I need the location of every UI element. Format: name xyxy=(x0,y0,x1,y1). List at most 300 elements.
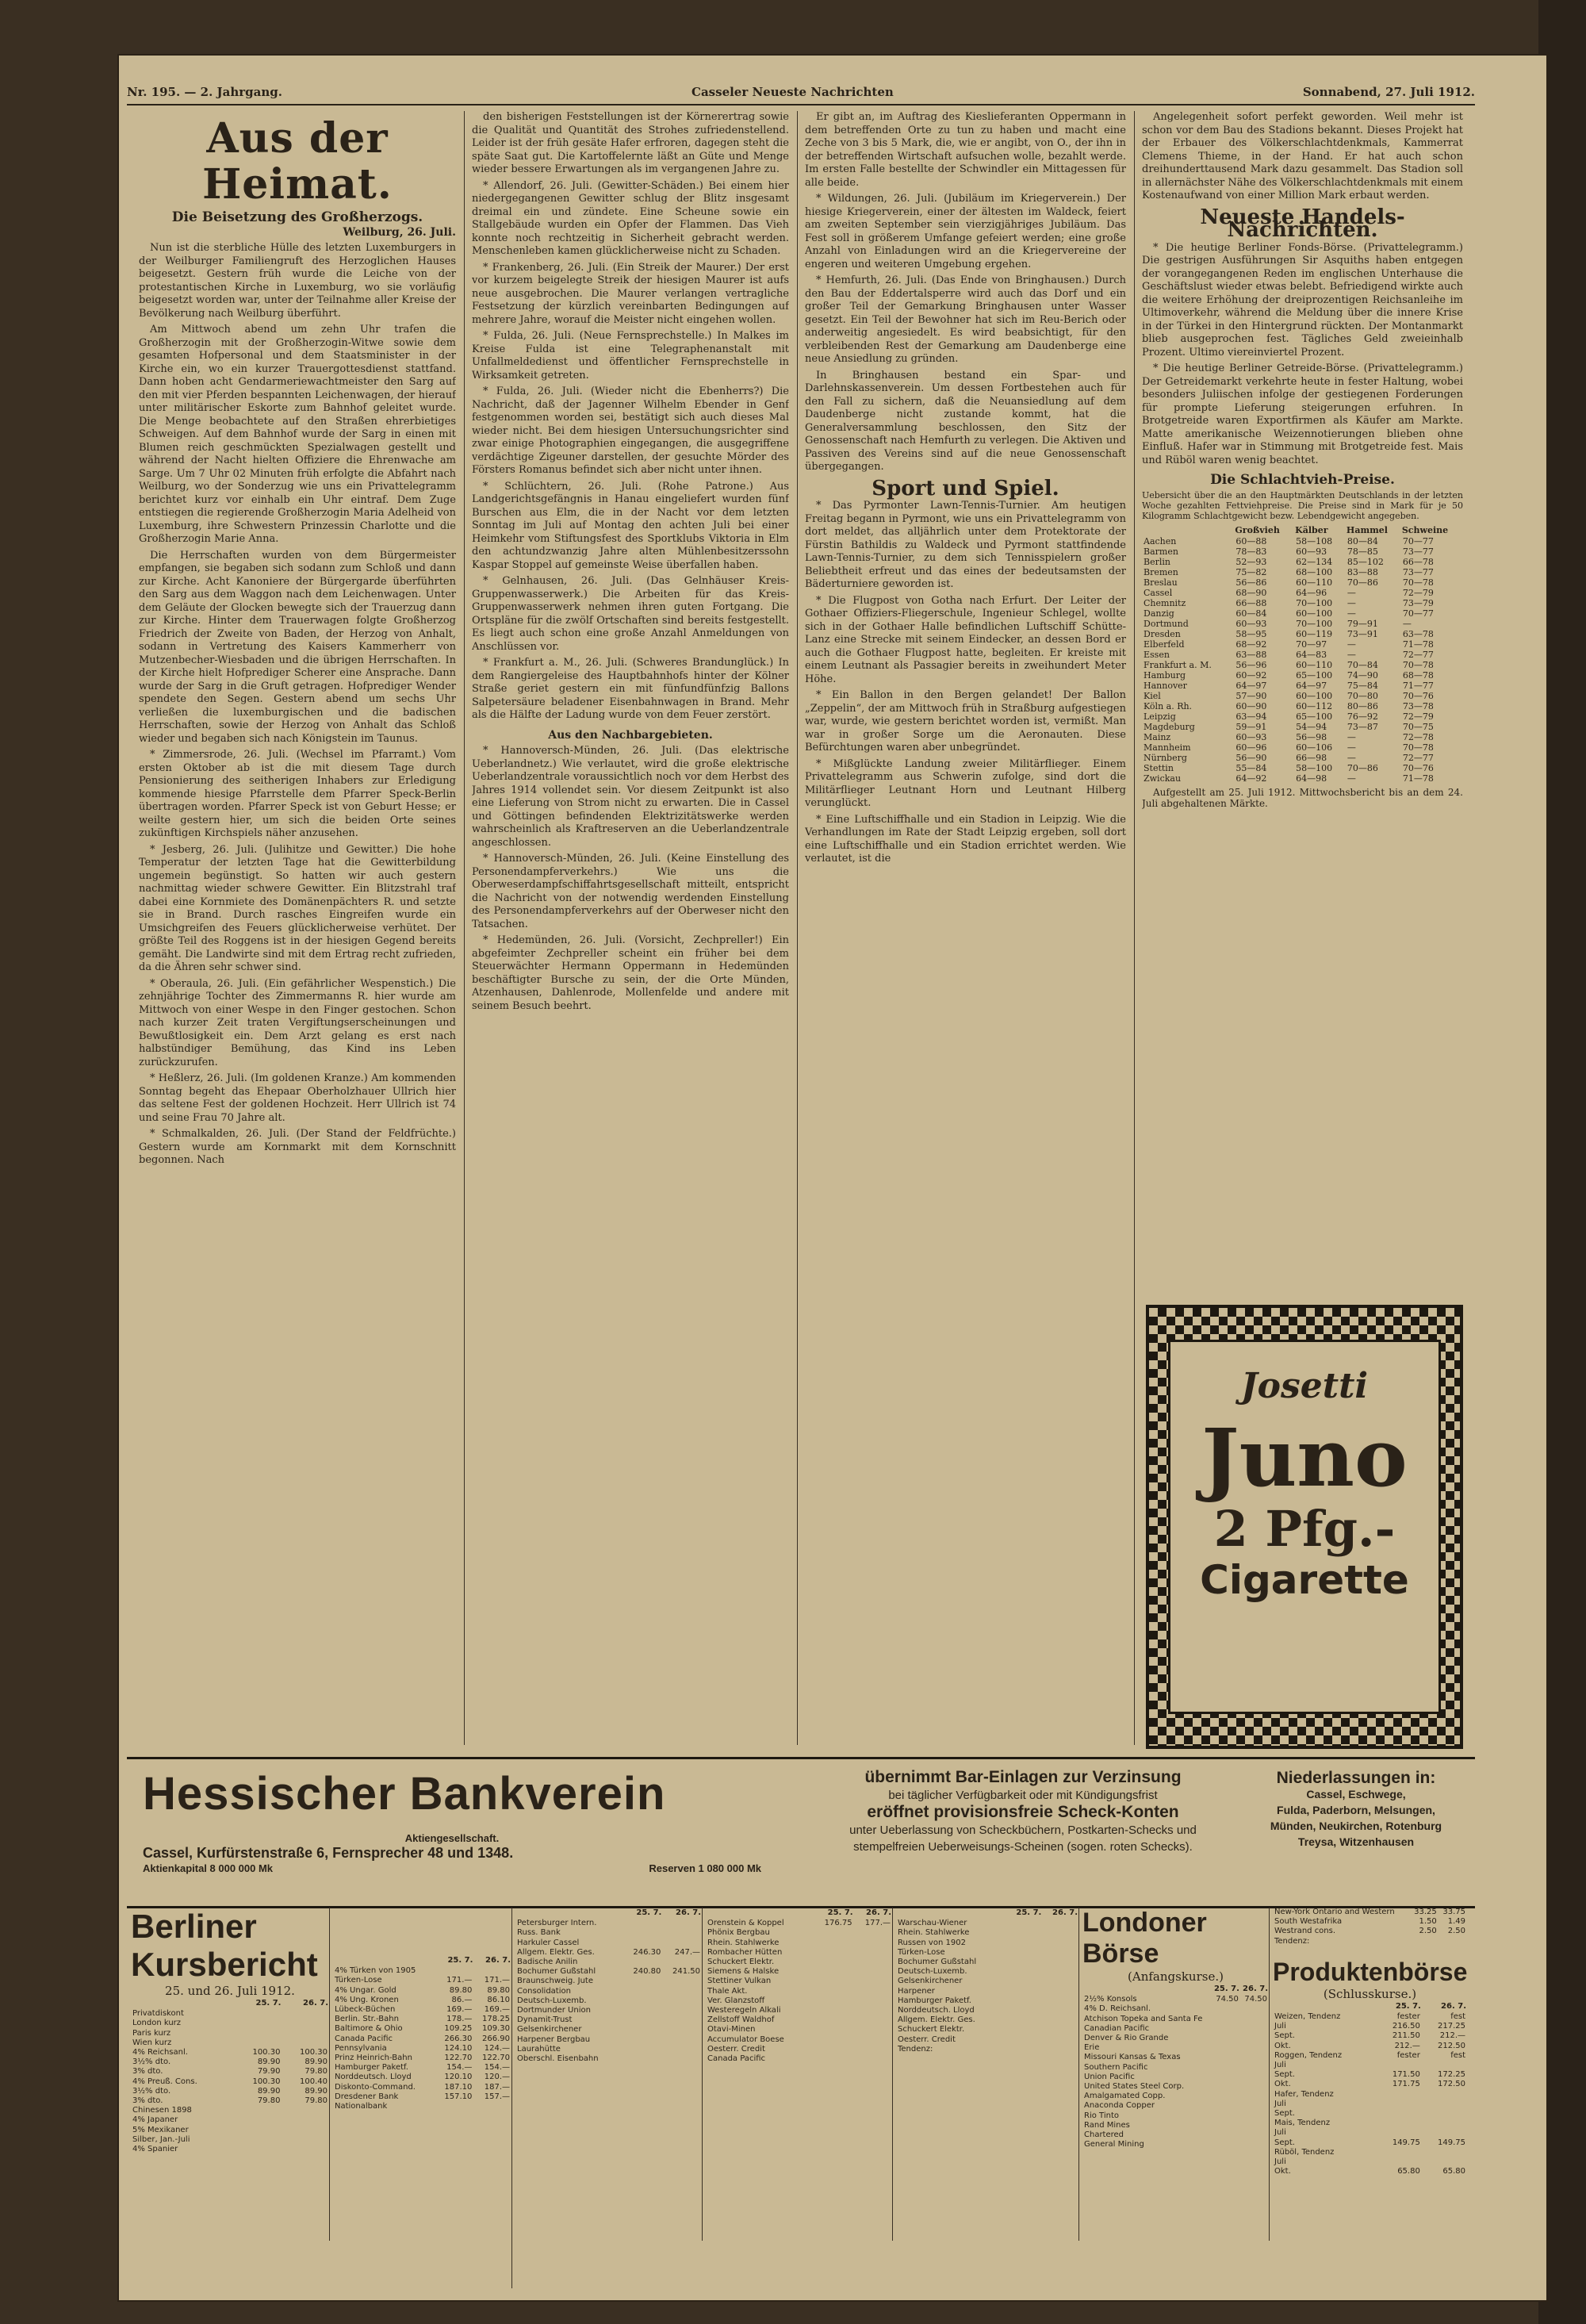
table-row xyxy=(1273,2138,1467,2148)
table-cell: Dortmund xyxy=(1144,618,1189,629)
table-cell: Westrand cons. xyxy=(1274,1927,1336,1936)
table-cell: 70—77 xyxy=(1402,535,1434,546)
table-row xyxy=(1273,2100,1467,2109)
table-row xyxy=(333,2024,511,2034)
table-row xyxy=(1142,753,1463,763)
table-cell xyxy=(1042,2006,1078,2015)
table-cell: — xyxy=(1347,742,1356,753)
table-cell: 171.— xyxy=(484,1976,510,1985)
table-cell: 60—93 xyxy=(1235,618,1267,629)
table-cell: Magdeburg xyxy=(1144,721,1195,732)
kurs-table-a xyxy=(131,1998,329,2154)
table-cell: 56—90 xyxy=(1235,752,1267,763)
table-cell: Chinesen 1898 xyxy=(132,2106,192,2115)
table-cell: 60—93 xyxy=(1235,731,1267,742)
table-cell xyxy=(1042,1987,1078,1996)
table-cell xyxy=(235,2126,282,2135)
table-cell: 73—87 xyxy=(1347,721,1378,732)
table-cell: Thale Akt. xyxy=(707,1986,748,1996)
date-header-cell: 25. 7. xyxy=(447,1956,473,1965)
table-row xyxy=(1273,2061,1467,2070)
date-header-cell xyxy=(1082,1984,1212,1995)
date-header-row xyxy=(706,1908,892,1919)
table-cell: 178.25 xyxy=(482,2015,510,2024)
table-cell: 72—79 xyxy=(1402,711,1434,722)
table-cell: 56—86 xyxy=(1235,577,1267,588)
table-cell: Harpener Bergbau xyxy=(517,2034,591,2044)
table-cell xyxy=(1240,2082,1269,2092)
table-cell xyxy=(813,1948,854,1958)
table-cell: 171.50 xyxy=(1392,2070,1420,2080)
table-row xyxy=(1082,1995,1269,2004)
table-cell: fest xyxy=(1450,2050,1465,2060)
table-row xyxy=(515,2035,702,2045)
table-cell: Allgem. Elektr. Ges. xyxy=(517,1947,595,1957)
table-cell xyxy=(473,1966,511,1976)
table-cell: 71—78 xyxy=(1402,773,1434,784)
table-row xyxy=(333,2102,511,2111)
table-cell: 149.75 xyxy=(1392,2138,1420,2147)
date-header-cell: 26. 7. xyxy=(303,1999,328,2008)
table-cell xyxy=(1212,2043,1240,2053)
table-cell: 2.50 xyxy=(1419,1927,1437,1936)
table-cell xyxy=(854,1948,892,1958)
table-row xyxy=(515,1919,702,1928)
table-cell xyxy=(1006,1919,1043,1928)
table-cell xyxy=(854,2025,892,2034)
table-cell: 66—98 xyxy=(1296,752,1327,763)
table-row xyxy=(515,2054,702,2064)
table-cell: 122.70 xyxy=(444,2054,473,2063)
table-row xyxy=(1142,691,1463,701)
article-headline: Die Beisetzung des Großherzogs. xyxy=(171,209,423,225)
table-row xyxy=(515,2015,702,2025)
table-cell xyxy=(623,1977,663,1986)
table-cell xyxy=(282,2115,329,2125)
table-cell: 4% Türken von 1905 xyxy=(335,1966,416,1976)
table-cell: fest xyxy=(1450,2012,1465,2022)
table-row xyxy=(333,2063,511,2073)
cattle-header-cell: Kälber xyxy=(1295,524,1328,535)
table-row xyxy=(1142,742,1463,753)
table-cell: 74.50 xyxy=(1216,1995,1239,2004)
table-row xyxy=(706,2006,892,2015)
column-three xyxy=(805,111,1126,1745)
table-row xyxy=(1082,2111,1269,2121)
table-cell xyxy=(1042,1996,1078,2006)
table-cell: 70—97 xyxy=(1296,639,1327,650)
table-row xyxy=(1142,681,1463,691)
table-row xyxy=(896,2015,1078,2025)
table-cell xyxy=(1042,1958,1078,1967)
table-cell: 172.50 xyxy=(1438,2080,1465,2089)
table-row xyxy=(333,1966,511,1976)
table-cell xyxy=(813,1939,854,1948)
table-cell xyxy=(235,2135,282,2145)
table-cell xyxy=(235,2106,282,2115)
table-row xyxy=(1142,577,1463,588)
table-cell: Türken-Lose xyxy=(898,1947,945,1957)
table-cell: Otavi-Minen xyxy=(707,2025,756,2034)
date-header-cell xyxy=(706,1908,813,1919)
table-row xyxy=(896,2025,1078,2034)
table-cell xyxy=(1006,1987,1043,1996)
table-row xyxy=(1273,2119,1467,2128)
article-paragraph: * Zimmersrode, 26. Juli. (Wechsel im Pfarramt.) Vom ersten Oktober ab ist die mit diesem Tage durch Pensionierung des seitherigen Inhabers zur Erledigung kommende hiesige Pfarrstelle dem Pfarrer Speck-Berlin übertragen worden. Pfarrer Speck ist von Geburt Hesse; er weilte gestern hier, um sich die beiden Orte seines zukünftigen Kirchspiels näher anzusehen. xyxy=(139,749,456,839)
table-cell xyxy=(1212,2140,1240,2150)
table-cell xyxy=(1212,2101,1240,2111)
ad-product-name: Juno xyxy=(1201,1411,1408,1505)
table-cell: 178.— xyxy=(446,2015,473,2024)
table-cell: 83—88 xyxy=(1347,566,1378,577)
table-cell xyxy=(1377,2128,1422,2138)
table-cell: Harkuler Cassel xyxy=(517,1938,580,1947)
table-cell: 60—110 xyxy=(1296,577,1333,588)
ad-price: 2 Pfg.- xyxy=(1213,1500,1396,1558)
table-cell: Mainz xyxy=(1144,731,1171,742)
london-table xyxy=(1082,1984,1269,2150)
table-cell xyxy=(1006,1977,1043,1986)
date-header-cell: 26. 7. xyxy=(1243,1985,1268,1993)
table-cell: Hamburg xyxy=(1144,669,1186,681)
table-cell: Türken-Lose xyxy=(335,1976,382,1985)
table-cell xyxy=(854,1996,892,2006)
ad-brand: Josetti xyxy=(1240,1366,1369,1406)
table-row xyxy=(706,1948,892,1958)
branch-line: Cassel, Eschwege, xyxy=(1306,1788,1406,1801)
table-cell: Schuckert Elektr. xyxy=(707,1958,775,1967)
table-cell: 70—76 xyxy=(1402,762,1434,773)
table-cell: Silber, Jan.-Juli xyxy=(132,2134,190,2144)
table-cell: Sept. xyxy=(1274,2070,1295,2080)
table-cell xyxy=(623,1928,663,1938)
table-cell: 64—97 xyxy=(1235,680,1267,691)
table-cell xyxy=(1377,2109,1422,2119)
table-row xyxy=(333,1986,511,1996)
table-cell: Rüböl, Tendenz xyxy=(1274,2147,1335,2157)
table-cell: 100.30 xyxy=(252,2048,281,2057)
table-cell xyxy=(1240,2073,1269,2082)
table-cell xyxy=(1377,2061,1422,2070)
ad-panel xyxy=(1168,1340,1441,1714)
table-cell: 176.75 xyxy=(824,1919,852,1928)
newspaper-name: Casseler Neueste Nachrichten xyxy=(691,85,894,99)
table-cell: 4% Spanier xyxy=(132,2145,178,2154)
table-cell xyxy=(473,2102,511,2111)
table-cell xyxy=(854,2045,892,2054)
table-row xyxy=(1142,660,1463,670)
table-cell: 64—98 xyxy=(1296,773,1327,784)
table-cell: Schuckert Elektr. xyxy=(898,2025,965,2034)
table-cell: Dortmunder Union xyxy=(517,2006,591,2015)
table-row xyxy=(1273,2128,1467,2138)
kurs-block-e xyxy=(896,1908,1079,2241)
table-cell: 1.50 xyxy=(1419,1917,1437,1927)
table-cell: Lübeck-Büchen xyxy=(335,2005,396,2015)
table-cell xyxy=(813,2006,854,2015)
table-cell: 63—88 xyxy=(1235,649,1267,660)
table-cell: 4% Ung. Kronen xyxy=(335,1995,399,2004)
table-cell: Allgem. Elektr. Ges. xyxy=(898,2015,975,2025)
table-cell xyxy=(1212,2121,1240,2130)
table-cell: 79.90 xyxy=(257,2067,281,2077)
table-cell: 124.— xyxy=(484,2043,510,2053)
table-row xyxy=(131,2087,329,2096)
table-cell xyxy=(662,1987,702,1996)
table-row xyxy=(706,2015,892,2025)
table-row xyxy=(1082,2073,1269,2082)
table-cell: Tendenz: xyxy=(1274,1936,1310,1946)
date-header-cell xyxy=(515,1908,623,1919)
table-row xyxy=(1273,2042,1467,2051)
table-cell: Norddeutsch. Lloyd xyxy=(335,2073,412,2082)
table-cell: Chemnitz xyxy=(1144,597,1186,608)
table-cell: Gelsenkirchener xyxy=(517,2025,582,2034)
table-cell: New-York Ontario and Western xyxy=(1274,1908,1395,1916)
table-cell: 60—119 xyxy=(1296,628,1333,639)
table-cell: Juli xyxy=(1274,2128,1286,2138)
table-cell: Southern Pacific xyxy=(1084,2062,1148,2072)
table-cell: 89.90 xyxy=(257,2057,281,2067)
table-row xyxy=(131,2077,329,2087)
article-paragraph: * Allendorf, 26. Juli. (Gewitter-Schäden.) Bei einem hier niedergegangenen Gewitter schlug der Blitz insgesamt dreimal ein und zündete. Eine Scheune sowie ein Stallgebäude wurden ein Opfer der Flammen. Das Vieh konnte noch rechtzeitig in Sicherheit gebracht werden. Menschenleben kamen glücklicherweise nicht zu Schaden. xyxy=(472,179,789,257)
table-cell: Okt. xyxy=(1274,2041,1291,2050)
article-paragraph: * Eine Luftschiffhalle und ein Stadion in Leipzig. Wie die Verhandlungen im Rate der Stadt Leipzig ergeben, soll dort eine Luftschiffhalle und ein Stadion errichtet werden. Wie verlautet, ist die xyxy=(805,813,1126,865)
table-row xyxy=(1142,619,1463,629)
table-cell: 266.30 xyxy=(444,2034,473,2043)
article-paragraph: In Bringhausen bestand ein Spar- und Darlehnskassenverein. Um dessen Fortbestehen auch für den Fall zu sichern, daß die Neuansiedlung auf dem Daudenberge nicht zustande kommt, hat die Generalversammlung beschlossen, den Sitz der Genossenschaft nach Hemfurth zu verlegen. Die Aktiven und Passiven des Vereins sind auf die neue Genossenschaft übergegangen. xyxy=(805,369,1126,473)
produkt-title: Produktenbörse xyxy=(1273,1957,1467,1986)
table-cell: Tendenz: xyxy=(898,2044,933,2054)
date-header-cell: 25. 7. xyxy=(1213,1985,1239,1993)
table-cell: 70—100 xyxy=(1296,597,1333,608)
table-row xyxy=(1273,2167,1467,2176)
table-cell: Norddeutsch. Lloyd xyxy=(898,2006,975,2015)
table-cell: Westeregeln Alkali xyxy=(707,2006,781,2015)
table-cell xyxy=(662,2025,702,2034)
table-cell xyxy=(235,2115,282,2125)
bank-name: Hessischer Bankverein xyxy=(143,1768,666,1820)
table-cell xyxy=(1006,1928,1043,1938)
article-paragraph: * Die heutige Berliner Getreide-Börse. (Privattelegramm.) Der Getreidemarkt verkehrte heute in fester Haltung, wobei besonders Juliischen infolge der gestiegenen Forderungen für prompte Lieferung steigerungen erfuhren. In Brotgetreide waren Exportfirmen als Käufer am Markte. Matte amerikanische Weizennotierungen blieben ohne Einfluß. Hafer war in Stimmung mit Brotgetreide fest. Mais und Rüböl waren wenig beachtet. xyxy=(1142,362,1463,466)
table-row xyxy=(131,2115,329,2125)
page-header xyxy=(127,83,1475,105)
table-row xyxy=(1082,2004,1269,2014)
table-row xyxy=(896,1919,1078,1928)
table-cell xyxy=(1410,1937,1439,1946)
table-cell: Sept. xyxy=(1274,2138,1295,2147)
table-cell: Weizen, Tendenz xyxy=(1274,2012,1341,2022)
table-cell: Erie xyxy=(1084,2043,1100,2053)
table-cell xyxy=(813,2045,854,2054)
table-cell: 100.40 xyxy=(300,2077,328,2086)
table-row xyxy=(515,2006,702,2015)
london-title: Londoner Börse xyxy=(1082,1908,1207,1969)
table-cell: 187.10 xyxy=(444,2082,473,2092)
table-cell: 3½% dto. xyxy=(132,2086,171,2096)
table-cell: 3½% dto. xyxy=(132,2057,171,2067)
table-cell xyxy=(623,2006,663,2015)
article-paragraph: * Heßlerz, 26. Juli. (Im goldenen Kranze.) Am kommenden Sonntag begeht das Ehepaar Oberholzhauer Ullrich hier das seltene Fest der goldenen Hochzeit. Herr Ullrich ist 74 und seine Frau 70 Jahre alt. xyxy=(139,1072,456,1124)
table-cell: 73—79 xyxy=(1402,597,1434,608)
table-cell: 70—84 xyxy=(1347,659,1378,670)
article-paragraph: * Das Pyrmonter Lawn-Tennis-Turnier. Am heutigen Freitag begann in Pyrmont, wie uns ein Privattelegramm von dort meldet, das alljährlich unter dem Protektorate der Fürstin Bathildis zu Waldeck und Pyrmont stattfindende Lawn-Tennis-Turnier, zu dem sich Tennisspielern großer Beliebtheit erfreut und das eines der bedeutsamsten der Bäderturniere geworden ist. xyxy=(805,500,1126,590)
table-row xyxy=(1142,546,1463,557)
table-cell xyxy=(1006,1996,1043,2006)
kurs-block-d xyxy=(706,1908,893,2241)
table-cell: 70—78 xyxy=(1402,659,1434,670)
table-cell: 169.— xyxy=(446,2005,473,2015)
table-cell: 70—80 xyxy=(1347,690,1378,701)
table-cell: 57—90 xyxy=(1235,690,1267,701)
table-cell: General Mining xyxy=(1084,2140,1144,2150)
table-cell xyxy=(1212,2053,1240,2062)
table-cell: 157.— xyxy=(484,2092,510,2101)
table-cell xyxy=(662,1977,702,1986)
table-cell xyxy=(1240,2043,1269,2053)
table-cell: Rand Mines xyxy=(1084,2120,1130,2130)
table-cell: Prinz Heinrich-Bahn xyxy=(335,2054,412,2063)
table-cell: Consolidation xyxy=(517,1986,571,1996)
table-cell xyxy=(854,1939,892,1948)
table-row xyxy=(1082,2015,1269,2024)
table-cell: 109.30 xyxy=(482,2024,510,2034)
table-cell xyxy=(813,1958,854,1967)
table-cell xyxy=(1422,2157,1467,2167)
table-cell: 120.10 xyxy=(444,2073,473,2082)
table-row xyxy=(1082,2092,1269,2101)
article-paragraph: * Hannoversch-Münden, 26. Juli. (Keine Einstellung des Personendampferverkehrs.) Wie uns die Oberweserdampfschiffahrtsgesellschaft mitteilt, entspricht die Nachricht von der notwendig werdenden Einstellung des Personendampferverkehrs auf der Oberweser nicht den Tatsachen. xyxy=(472,853,789,930)
table-cell: Wien kurz xyxy=(132,2038,172,2047)
table-cell: 172.25 xyxy=(1438,2070,1465,2080)
table-cell xyxy=(623,1919,663,1928)
table-cell: Okt. xyxy=(1274,2080,1291,2089)
table-row xyxy=(515,1928,702,1938)
table-cell xyxy=(662,1996,702,2006)
table-row xyxy=(1082,2053,1269,2062)
cattle-prices-intro: Uebersicht über die an den Hauptmärkten Deutschlands in der letzten Woche gezahlten Fettviehpreise. Die Preise sind in Mark für je 50 Kilogramm Schlachtgewicht bezw. Lebendgewicht angegeben. xyxy=(1142,489,1463,521)
table-row xyxy=(1142,701,1463,711)
table-cell xyxy=(235,2009,282,2019)
table-cell: Diskonto-Command. xyxy=(335,2082,416,2092)
table-cell: 240.80 xyxy=(633,1967,661,1977)
table-cell xyxy=(623,2025,663,2034)
bank-capital: Aktienkapital 8 000 000 Mk xyxy=(143,1862,274,1874)
table-row xyxy=(1273,2070,1467,2080)
table-cell xyxy=(662,1919,702,1928)
table-cell: Badische Anilin xyxy=(517,1958,578,1967)
table-cell xyxy=(813,1967,854,1977)
table-cell: 73—78 xyxy=(1402,700,1434,711)
column-heimat xyxy=(139,111,456,1745)
table-cell xyxy=(1240,2004,1269,2014)
table-row xyxy=(1273,2012,1467,2022)
table-row xyxy=(1273,2090,1467,2100)
table-cell: 72—77 xyxy=(1402,752,1434,763)
table-cell: — xyxy=(1347,752,1356,763)
table-cell: Stettiner Vulkan xyxy=(707,1977,772,1986)
date-header-cell: 25. 7. xyxy=(636,1908,662,1917)
table-cell: 65—100 xyxy=(1296,669,1333,681)
table-cell: 79.80 xyxy=(305,2096,328,2106)
table-cell: Kiel xyxy=(1144,690,1161,701)
table-row xyxy=(1273,1937,1467,1946)
table-cell: Hafer, Tendenz xyxy=(1274,2089,1334,2099)
table-row xyxy=(1273,1927,1467,1936)
table-cell: 154.— xyxy=(446,2063,473,2073)
date-header-row xyxy=(896,1908,1078,1919)
table-cell xyxy=(662,2035,702,2045)
table-cell: 4% Ungar. Gold xyxy=(335,1985,396,1995)
table-cell: 120.— xyxy=(484,2073,510,2082)
table-row xyxy=(515,1958,702,1967)
table-cell: Orenstein & Koppel xyxy=(707,1919,784,1928)
table-cell xyxy=(235,2145,282,2154)
table-cell: 65—100 xyxy=(1296,711,1333,722)
table-row xyxy=(1142,732,1463,742)
table-cell: Berlin xyxy=(1144,556,1170,567)
table-row xyxy=(333,1976,511,1985)
table-cell: Cassel xyxy=(1144,587,1173,598)
table-cell: 78—83 xyxy=(1235,546,1267,557)
table-cell: 60—93 xyxy=(1296,546,1327,557)
article-paragraph: * Die Flugpost von Gotha nach Erfurt. Der Leiter der Gothaer Offiziers-Fliegerschule, Ingenieur Schlegel, wollte sich in der Gothaer Halle befindlichen Luftschiff Schütte-Lanz eine Strecke mit seinem Eindecker, an dessen Bord er auch die Gothaer Flugpost hatte, begleiten. Er kreiste mit einem Leutnant als Passagier bereits in zweihundert Meter Höhe. xyxy=(805,594,1126,685)
table-cell: Baltimore & Ohio xyxy=(335,2024,403,2034)
table-cell: Ver. Glanzstoff xyxy=(707,1996,765,2005)
table-cell: 58—108 xyxy=(1296,535,1333,546)
table-row xyxy=(131,2145,329,2154)
table-cell xyxy=(1240,2024,1269,2034)
table-cell xyxy=(1212,2111,1240,2121)
table-cell xyxy=(854,1928,892,1938)
table-cell: 56—98 xyxy=(1296,731,1327,742)
table-cell: 4% Preuß. Cons. xyxy=(132,2077,197,2086)
table-cell xyxy=(1042,1928,1078,1938)
table-cell xyxy=(854,2035,892,2045)
table-row xyxy=(131,2048,329,2057)
table-row xyxy=(333,2034,511,2044)
table-cell: 64—97 xyxy=(1296,680,1327,691)
table-cell: 68—78 xyxy=(1402,669,1434,681)
cigarette-ad xyxy=(1146,1305,1463,1749)
table-cell: Essen xyxy=(1144,649,1170,660)
table-row xyxy=(131,2067,329,2077)
table-cell: 266.90 xyxy=(482,2034,510,2043)
date-header-cell: 25. 7. xyxy=(1016,1908,1042,1917)
table-cell: 3% dto. xyxy=(132,2096,163,2106)
table-cell: Chartered xyxy=(1084,2130,1124,2140)
table-cell: Stettin xyxy=(1144,762,1174,773)
kurs-date: 25. und 26. Juli 1912. xyxy=(165,1984,295,1998)
cattle-prices-table xyxy=(1142,524,1463,784)
table-cell xyxy=(1212,2092,1240,2101)
table-row xyxy=(1142,557,1463,567)
article-paragraph: * Oberaula, 26. Juli. (Ein gefährlicher Wespenstich.) Die zehnjährige Tochter des Zimmermanns R. hier wurde am Mittwoch von einer Wespe in den Finger gestochen. Schon nach kurzer Zeit traten Vergiftungserscheinungen und Bewußtlosigkeit ein. Dem Arzt gelang es erst nach halbstündiger Bemühung, das Kind ins Leben zurückzurufen. xyxy=(139,977,456,1068)
table-cell: 212.50 xyxy=(1438,2041,1465,2050)
table-row xyxy=(1273,2022,1467,2031)
table-row xyxy=(706,2045,892,2054)
table-row xyxy=(896,2045,1078,2054)
table-cell: 2½% Konsols xyxy=(1084,1995,1137,2004)
table-cell xyxy=(1042,1967,1078,1977)
article-paragraph: * Die heutige Berliner Fonds-Börse. (Privattelegramm.) Die gestrigen Ausführungen Sir Asquiths haben entgegen der vorangegangenen Reden im englischen Unterhause die Geschäftslust wieder etwas belebt. Befriedigend wirkte auch die weitere Erhöhung der dreiprozentigen Reichsanleihe im Ultimoverkehr, während die Meldung über die innere Krise in der Türkei in den Hintergrund rückten. Der Montanmarkt blieb ausgeprochen fest. Tägliches Geld zweieinhalb Prozent. Ultimo viereinviertel Prozent. xyxy=(1142,241,1463,359)
table-cell: Bochumer Gußstahl xyxy=(898,1958,977,1967)
table-cell: Juli xyxy=(1274,2099,1286,2108)
table-cell xyxy=(1042,1948,1078,1958)
date-header-cell xyxy=(131,1998,235,2009)
table-cell xyxy=(1042,1919,1078,1928)
date-header-cell: 25. 7. xyxy=(255,1999,282,2008)
